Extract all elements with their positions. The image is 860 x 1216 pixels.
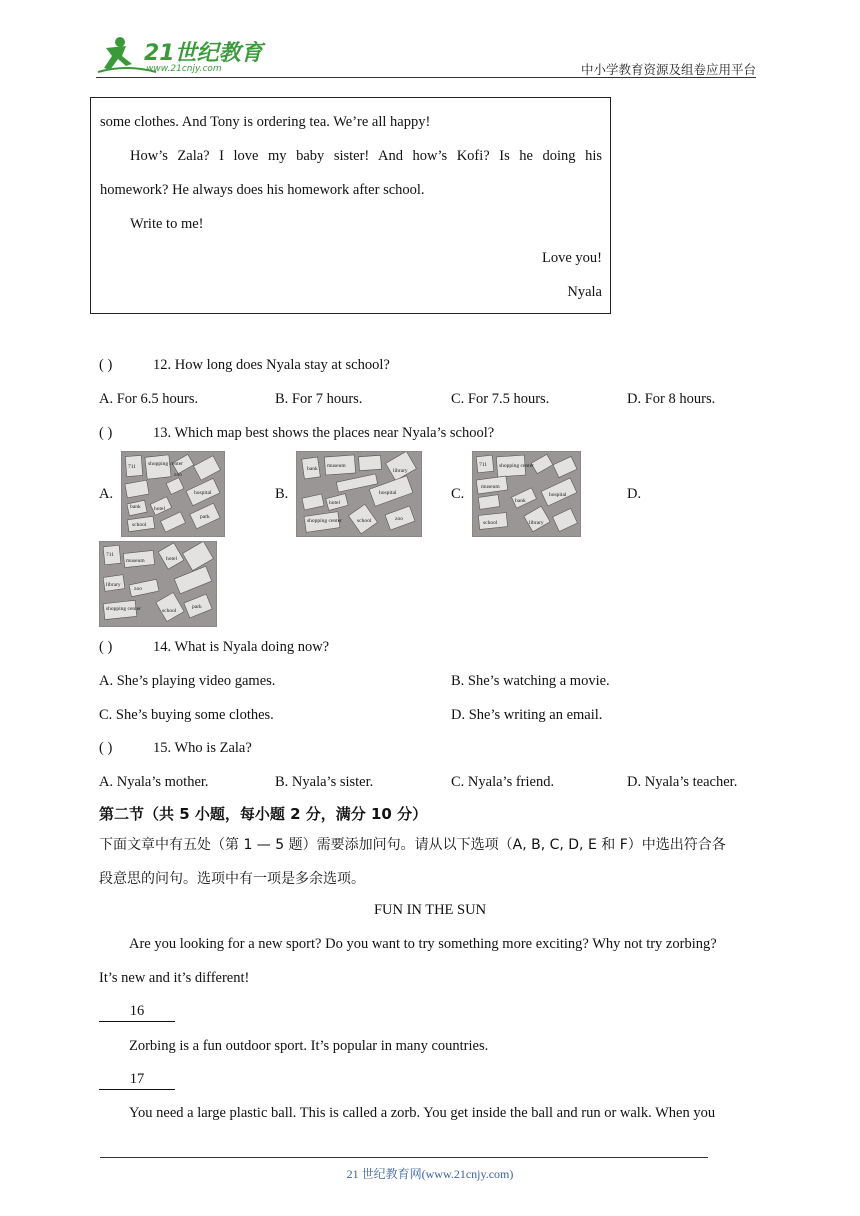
map-c-label: hospital: [549, 492, 567, 498]
header-divider: [96, 77, 756, 78]
map-d-label: 711: [106, 552, 115, 558]
letter-line: How’s Zala? I love my baby sister! And how’s Kofi? Is he doing his: [130, 148, 602, 164]
map-d-label: hotel: [166, 556, 177, 562]
map-a-label: zoo: [174, 472, 182, 478]
answer-paren[interactable]: ( ): [99, 639, 113, 655]
passage-text: It’s new and it’s different!: [99, 970, 250, 986]
map-d-label: park: [192, 604, 202, 610]
map-c-label: school: [483, 520, 498, 526]
logo-subtext: www.21cnjy.com: [146, 64, 222, 74]
map-a-label: bank: [130, 504, 141, 510]
option-d[interactable]: D. Nyala’s teacher.: [627, 774, 738, 790]
letter-line: some clothes. And Tony is ordering tea. We’re all happy!: [100, 114, 431, 130]
question-stem-13: 13. Which map best shows the places near Nyala’s school?: [153, 425, 495, 441]
question-stem-14: 14. What is Nyala doing now?: [153, 639, 330, 655]
map-a-label: hotel: [154, 506, 165, 512]
passage-text: Zorbing is a fun outdoor sport. It’s popular in many countries.: [129, 1038, 489, 1054]
option-b[interactable]: B. For 7 hours.: [275, 391, 363, 407]
map-image-a[interactable]: [121, 451, 225, 537]
map-c-label: shopping center: [499, 463, 534, 469]
option-c[interactable]: C. She’s buying some clothes.: [99, 707, 274, 723]
section-title: 第二节（共 5 小题，每小题 2 分，满分 10 分）: [99, 805, 428, 823]
letter-line: Write to me!: [130, 216, 204, 232]
passage-title: FUN IN THE SUN: [373, 902, 487, 918]
map-b-label: zoo: [395, 516, 403, 522]
question-stem-15: 15. Who is Zala?: [153, 740, 252, 756]
map-b-label: hotel: [329, 500, 340, 506]
footer-divider: [100, 1157, 708, 1158]
option-d[interactable]: D. She’s writing an email.: [451, 707, 603, 723]
header-platform-text: 中小学教育资源及组卷应用平台: [580, 62, 756, 77]
map-d-label: zoo: [134, 586, 142, 592]
map-b-label: school: [357, 518, 372, 524]
map-c-label: 711: [479, 462, 488, 468]
map-d-label: library: [106, 582, 121, 588]
site-logo: [96, 34, 266, 78]
option-d[interactable]: D. For 8 hours.: [627, 391, 716, 407]
passage-text: You need a large plastic ball. This is called a zorb. You get inside the ball and run or walk. When you: [129, 1105, 716, 1121]
option-c[interactable]: C. For 7.5 hours.: [451, 391, 550, 407]
answer-paren[interactable]: ( ): [99, 740, 113, 756]
map-a-label: 711: [128, 464, 137, 470]
map-b-label: library: [393, 468, 408, 474]
map-b-label: bank: [307, 466, 318, 472]
answer-blank-16[interactable]: 16: [99, 1003, 175, 1022]
map-b-label: shopping center: [307, 518, 342, 524]
map-a-label: shopping center: [148, 461, 183, 467]
map-label-d[interactable]: D.: [627, 486, 642, 502]
map-c-label: library: [529, 520, 544, 526]
passage-text: Are you looking for a new sport? Do you want to try something more exciting? Why not try zorbing?: [129, 936, 717, 952]
map-image-d[interactable]: [99, 541, 217, 627]
letter-box: [90, 97, 611, 314]
map-a-label: hospital: [194, 490, 212, 496]
answer-paren[interactable]: ( ): [99, 425, 113, 441]
section-instruction: 段意思的问句。选项中有一项是多余选项。: [99, 871, 365, 887]
map-c-label: museum: [481, 484, 500, 490]
map-a-label: school: [132, 522, 147, 528]
logo-text: 21世纪教育: [144, 41, 263, 66]
map-d-label: museum: [126, 558, 145, 564]
map-b-label: hospital: [379, 490, 397, 496]
option-c[interactable]: C. Nyala’s friend.: [451, 774, 555, 790]
map-label-a[interactable]: A.: [99, 486, 114, 502]
map-a-label: park: [200, 514, 210, 520]
map-c-label: bank: [515, 498, 526, 504]
letter-closing: Love you!: [542, 250, 602, 266]
map-label-c[interactable]: C.: [451, 486, 465, 502]
letter-line: homework? He always does his homework after school.: [100, 182, 425, 198]
footer-text: 21 世纪教育网(www.21cnjy.com): [346, 1167, 514, 1181]
letter-signature: Nyala: [567, 284, 602, 300]
question-stem-12: 12. How long does Nyala stay at school?: [153, 357, 390, 373]
map-b-label: museum: [327, 463, 346, 469]
map-d-label: school: [162, 608, 177, 614]
answer-blank-17[interactable]: 17: [99, 1071, 175, 1090]
answer-paren[interactable]: ( ): [99, 357, 113, 373]
map-image-b[interactable]: [296, 451, 422, 537]
option-a[interactable]: A. She’s playing video games.: [99, 673, 276, 689]
map-image-c[interactable]: [472, 451, 581, 537]
option-b[interactable]: B. She’s watching a movie.: [451, 673, 610, 689]
section-instruction: 下面文章中有五处（第 1 — 5 题）需要添加问句。请从以下选项（A, B, C, D, E 和 F）中选出符合各: [99, 837, 726, 853]
option-a[interactable]: A. For 6.5 hours.: [99, 391, 199, 407]
map-label-b[interactable]: B.: [275, 486, 289, 502]
option-b[interactable]: B. Nyala’s sister.: [275, 774, 374, 790]
option-a[interactable]: A. Nyala’s mother.: [99, 774, 209, 790]
map-d-label: shopping center: [106, 606, 141, 612]
